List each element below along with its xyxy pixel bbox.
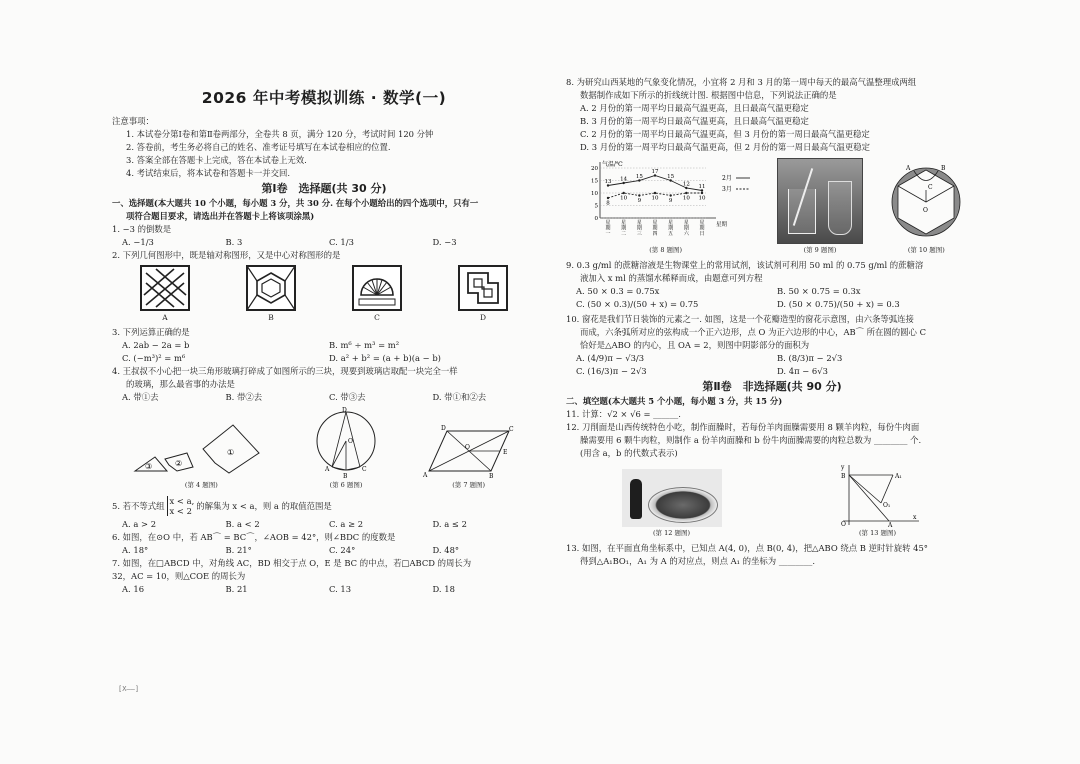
q7-label-C: C (508, 426, 514, 433)
fig-q8 (578, 160, 754, 257)
temperature-line-chart (578, 160, 754, 244)
knife-cut-noodles-photo (622, 469, 722, 527)
q1-option-d: D. −3 (432, 237, 457, 247)
q4-stem-2: 的玻璃，那么最省事的办法是 (126, 379, 235, 389)
right-column (566, 76, 978, 568)
section1-intro-1: 一、选择题(本大题共 10 个小题，每小题 3 分，共 30 分. 在每个小题给出的四个选项中，只有一 (112, 198, 479, 208)
data-point (685, 192, 687, 194)
q8-stem-2: 数据制作成如下所示的折线统计图. 根据图中信息，下列说法正确的是 (580, 90, 837, 100)
x-tick-label: 星期日 (699, 220, 705, 237)
q10-stem-3: 恰好是△ABO 的内心，且 OA = 2，则图中阴影部分的面积为 (580, 340, 810, 350)
x-tick-label: 星期一 (605, 220, 611, 237)
y-tick-label: 20 (590, 166, 598, 172)
q13-label-O1: O₁ (882, 502, 890, 509)
q2-figure-d (458, 265, 508, 324)
broken-glass-figure (131, 419, 271, 479)
notice-1: 1. 本试卷分第Ⅰ卷和第Ⅱ卷两部分，全卷共 8 页，满分 120 分，考试时间 120 分钟 (126, 129, 434, 139)
q10-option-d: D. 4π − 6√3 (777, 366, 828, 376)
q8-stem-1: 8. 为研究山西某地的气象变化情况，小宜将 2 月和 3 月的第一周中每天的最高气温整理成两组 (566, 77, 917, 87)
q9-stem-2: 液加入 x ml 的蒸馏水稀释而成，由题意可列方程 (580, 273, 763, 283)
fig-q6 (310, 407, 382, 492)
x-tick-label: 星期四 (652, 220, 658, 237)
q1-stem: 1. −3 的倒数是 (112, 224, 172, 234)
q7-option-b: B. 21 (225, 584, 248, 594)
fig-q10 (886, 160, 966, 257)
data-label: 11 (698, 184, 706, 190)
q8-option-a: A. 2 月份的第一周平均日最高气温更高，且日最高气温更稳定 (580, 103, 809, 113)
q8-option-d: D. 3 月份的第一周平均日最高气温更高，但 2 月份的第一周日最高气温更稳定 (580, 142, 871, 152)
q1-option-b: B. 3 (225, 237, 243, 247)
q5-stem (112, 494, 536, 518)
data-point (638, 194, 640, 196)
q5-stem-after: 的解集为 x < a，则 a 的取值范围是 (196, 500, 332, 511)
q13-label-A: A (887, 522, 892, 527)
data-point (653, 192, 655, 194)
piece-2-label: ② (175, 459, 183, 468)
legend-label: 2月 (721, 175, 732, 182)
data-label: 13 (604, 179, 612, 185)
x-tick-label: 星期六 (683, 220, 689, 237)
q12-stem-1: 12. 刀削面是山西传统特色小吃，制作面臊时，若每份羊肉面臊需要用 8 颗羊肉粒，每份牛肉面 (566, 422, 920, 432)
q7-option-d: D. 18 (432, 584, 455, 594)
q5-option-a: A. a > 2 (122, 519, 157, 529)
data-point (669, 194, 671, 196)
lattice-pattern-b-icon (246, 265, 296, 311)
notice-heading: 注意事项： (112, 116, 154, 126)
q6-label-B: B (342, 473, 348, 479)
fig-q4 (131, 419, 271, 492)
fig-q12 (622, 469, 722, 540)
q5-option-b: B. a < 2 (225, 519, 260, 529)
q6-label-C: C (361, 466, 367, 473)
q10-options-row1 (566, 352, 978, 365)
q9-option-a: A. 50 × 0.3 = 0.75x (576, 286, 660, 296)
q10-stem-2: 而成，六条弧所对应的弦构成一个正六边形，点 O 为正六边形的中心，AB⌒ 所在圆的圆心 C (580, 327, 926, 337)
q9-option-d: D. (50 × 0.75)/(50 + x) = 0.3 (777, 299, 900, 309)
y-tick-label: 5 (594, 203, 598, 210)
data-label: 10 (682, 195, 690, 202)
x-tick-label: 星期三 (636, 220, 642, 237)
fig-q8-caption: (第 8 题图) (649, 246, 683, 254)
q7-stem-2: 32，AC = 10，则△COE 的周长为 (112, 571, 246, 581)
section1-intro-2: 项符合题目要求，请选出并在答题卡上将该项涂黑) (126, 211, 315, 221)
flask-right (828, 181, 852, 235)
noodle-bowl (648, 487, 718, 523)
vinegar-bottle (630, 479, 642, 519)
q7-option-a: A. 16 (122, 584, 145, 594)
q7-option-c: C. 13 (329, 584, 352, 594)
lattice-pattern-d-icon (458, 265, 508, 311)
data-label: 12 (682, 181, 690, 188)
notice-4: 4. 考试结束后，将本试卷和答题卡一并交回. (126, 168, 291, 178)
data-label: 10 (698, 195, 706, 202)
q3-options-row1 (112, 339, 536, 352)
data-label: 15 (666, 174, 674, 180)
data-label: 8 (605, 200, 610, 207)
q5-option-c: C. a ≥ 2 (329, 519, 364, 529)
lattice-pattern-c-icon (352, 265, 402, 311)
q10-stem-1: 10. 窗花是我们节日装饰的元素之一. 如图，这是一个花瓣造型的窗花示意图，由六条等弧连接 (566, 314, 914, 324)
data-label: 10 (651, 195, 659, 202)
q3-option-d: D. a² + b² = (a + b)(a − b) (329, 353, 441, 363)
q13-label-x: x (912, 514, 916, 521)
q2-figures (112, 265, 536, 324)
q8-option-b: B. 3 月份的第一周平均日最高气温更高，且日最高气温更稳定 (580, 116, 809, 126)
fig-q12-caption: (第 12 题图) (653, 529, 690, 537)
q4-option-a: A. 带①去 (122, 392, 159, 402)
q4-options (112, 391, 536, 404)
piece-3-label: ③ (145, 462, 153, 471)
q2-label-b: B (268, 313, 274, 322)
q1-options (112, 236, 536, 249)
y-tick-label: 15 (590, 178, 598, 185)
data-label: 10 (619, 195, 627, 202)
q13-label-A1: A₁ (894, 473, 902, 480)
section2-intro: 二、填空题(本大题共 5 个小题，每小题 3 分，共 15 分) (566, 396, 783, 406)
q7-label-B: B (488, 473, 494, 479)
x-axis-label: 星期 (715, 222, 727, 228)
data-point (606, 197, 608, 199)
q7-label-O: O (464, 444, 470, 451)
q8-q9-q10-figures (566, 158, 978, 257)
q3-option-b: B. m⁶ ÷ m³ = m² (329, 340, 400, 350)
part2-title: 第Ⅱ卷 非选择题(共 90 分) (702, 380, 842, 393)
q2-label-a: A (162, 313, 168, 322)
notice-3: 3. 答案全部在答题卡上完成，答在本试卷上无效. (126, 155, 307, 165)
window-flower-figure (886, 160, 966, 244)
q13-stem-2: 得到△A₁BO₁，A₁ 为 A 的对应点，则点 A₁ 的坐标为 ________. (580, 556, 815, 566)
fig-q7 (421, 423, 517, 492)
q3-option-a: A. 2ab − 2a = b (122, 340, 190, 350)
q10-label-A: A (906, 165, 911, 172)
q7-label-E: E (502, 449, 508, 456)
fig-q13 (833, 463, 923, 540)
q10-option-c: C. (16/3)π − 2√3 (576, 366, 647, 376)
coordinate-figure-q13 (833, 463, 923, 527)
q5-option-d: D. a ≤ 2 (432, 519, 467, 529)
q2-figure-a (140, 265, 190, 324)
footer-mark: [X——] (118, 685, 140, 693)
q6-label-D: D (341, 407, 347, 414)
q10-option-b: B. (8/3)π − 2√3 (777, 353, 843, 363)
notice-2: 2. 答卷前，考生务必将自己的姓名、准考证号填写在本试卷相应的位置. (126, 142, 391, 152)
q6-option-c: C. 24° (329, 545, 356, 555)
q10-label-O: O (923, 207, 929, 214)
q2-figure-c (352, 265, 402, 324)
q13-label-y: y (840, 464, 844, 471)
q2-label-d: D (479, 313, 486, 322)
q13-stem-1: 13. 如图，在平面直角坐标系中，已知点 A(4, 0)，点 B(0, 4)，把△ABO 绕点 B 逆时针旋转 45° (566, 543, 928, 553)
q3-stem: 3. 下列运算正确的是 (112, 327, 190, 337)
data-label: 14 (619, 176, 627, 183)
q10-options-row2 (566, 365, 978, 378)
parallelogram-figure-q7 (421, 423, 517, 479)
data-label: 9 (668, 198, 673, 204)
chart-labels (591, 160, 732, 237)
q13-label-B: B (840, 473, 845, 480)
q9-option-b: B. 50 × 0.75 = 0.3x (777, 286, 861, 296)
x-tick-label: 星期二 (620, 220, 626, 237)
circle-figure-q6 (310, 407, 382, 479)
exam-title: 2026 年中考模拟训练 · 数学(一) (201, 89, 447, 107)
q12-stem-2: 臊需要用 6 颗牛肉粒，则制作 a 份羊肉面臊和 b 份牛肉面臊需要的肉粒总数为 ________ 个. (580, 435, 922, 445)
lab-beakers-photo (777, 158, 863, 244)
data-label: 17 (651, 169, 659, 175)
q7-stem-1: 7. 如图，在□ABCD 中，对角线 AC，BD 相交于点 O，E 是 BC 的中点，若□ABCD 的周长为 (112, 558, 472, 568)
q4-stem-1: 4. 王叔叔不小心把一块三角形玻璃打碎成了如图所示的三块，现要到玻璃店取配一块完全一样 (112, 366, 458, 376)
q6-label-O: O (347, 438, 353, 445)
q13-label-O: O (840, 521, 846, 527)
y-tick-label: 10 (590, 191, 598, 197)
q2-stem: 2. 下列几何图形中，既是轴对称图形，又是中心对称图形的是 (112, 250, 341, 260)
q10-option-a: A. (4/9)π − √3/3 (576, 353, 645, 363)
q12-stem-3: (用含 a，b 的代数式表示) (580, 448, 678, 458)
q5-options (112, 518, 536, 531)
q5-system-1: x < a, (169, 496, 195, 506)
q4-option-d: D. 带①和②去 (432, 392, 487, 402)
q9-options-row1 (566, 285, 978, 298)
q7-label-D: D (440, 425, 446, 432)
q12-q13-figures (566, 463, 978, 540)
data-label: 9 (637, 198, 641, 204)
q4-option-b: B. 带②去 (225, 392, 263, 402)
piece-1-label: ① (227, 448, 235, 457)
q9-option-c: C. (50 × 0.3)/(50 + x) = 0.75 (576, 299, 699, 309)
q4-option-c: C. 带③去 (329, 392, 366, 402)
q3-options-row2 (112, 352, 536, 365)
x-tick-label: 星期五 (667, 220, 673, 237)
q8-option-c: C. 2 月份的第一周平均日最高气温更高，但 3 月份的第一周日最高气温更稳定 (580, 129, 870, 139)
q6-label-A: A (324, 466, 330, 473)
q5-stem-before: 5. 若不等式组 (112, 500, 165, 511)
part1-title: 第Ⅰ卷 选择题(共 30 分) (261, 182, 387, 195)
q7-options (112, 583, 536, 596)
q4-q6-q7-figures (112, 407, 536, 492)
q6-option-a: A. 18° (122, 545, 149, 555)
fig-q6-caption: (第 6 题图) (329, 481, 363, 489)
q2-label-c: C (374, 313, 380, 322)
legend-label: 3月 (721, 186, 732, 193)
fig-q10-caption: (第 10 题图) (907, 246, 945, 254)
q6-stem: 6. 如图，在⊙O 中，若 AB⌒ = BC⌒，∠AOB = 42°，则∠BDC 的度数是 (112, 532, 396, 542)
data-label: 15 (635, 174, 643, 180)
q6-options (112, 544, 536, 557)
q6-option-d: D. 48° (432, 545, 460, 555)
y-tick-label: 0 (594, 216, 598, 222)
q3-option-c: C. (−m³)² = m⁶ (122, 353, 186, 363)
q9-stem-1: 9. 0.3 g/ml 的蔗糖溶液是生物课堂上的常用试剂，该试剂可利用 50 ml 的 0.75 g/ml 的蔗糖溶 (566, 260, 924, 270)
fig-q13-caption: (第 13 题图) (859, 529, 896, 537)
q11: 11. 计算：√2 × √6 = ______. (566, 409, 681, 419)
q5-system-2: x < 2 (169, 506, 192, 516)
y-axis-label: 气温/℃ (601, 161, 623, 168)
lattice-pattern-a-icon (140, 265, 190, 311)
q1-option-a: A. −1/3 (122, 237, 154, 247)
fig-q9-caption: (第 9 题图) (803, 246, 837, 254)
q7-label-A: A (422, 472, 427, 479)
left-column (112, 86, 536, 596)
q2-figure-b (246, 265, 296, 324)
q6-option-b: B. 21° (225, 545, 252, 555)
fig-q4-caption: (第 4 题图) (184, 481, 218, 489)
q10-label-B: B (941, 165, 946, 172)
fig-q9 (777, 158, 863, 257)
data-point (622, 192, 624, 194)
fig-q7-caption: (第 7 题图) (452, 481, 486, 489)
q1-option-c: C. 1/3 (329, 237, 354, 247)
q9-options-row2 (566, 298, 978, 311)
q10-label-C: C (928, 184, 933, 191)
q5-system (167, 496, 195, 516)
data-point (700, 192, 702, 194)
